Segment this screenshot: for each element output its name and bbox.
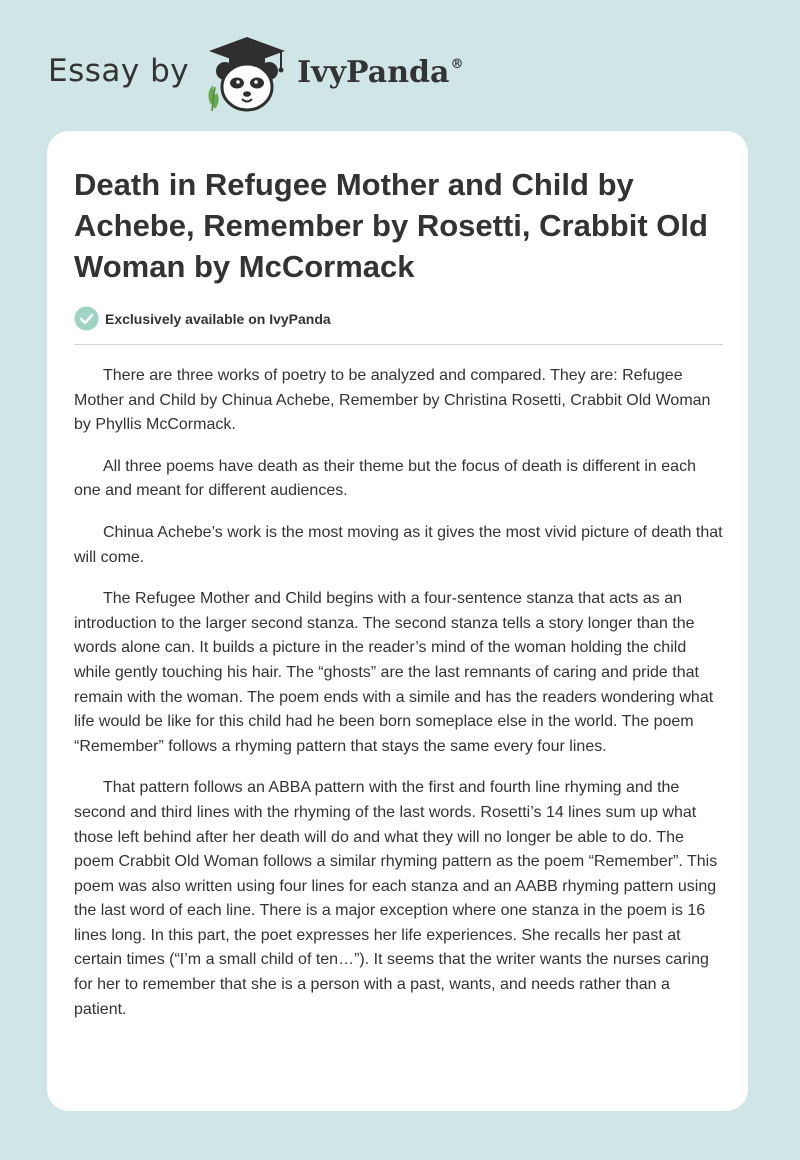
paragraph: All three poems have death as their theme but the focus of death is different in each one and meant for different audiences. bbox=[74, 457, 696, 500]
page-title: Death in Refugee Mother and Child by Achebe, Remember by Rosetti, Crabbit Old Woman by McCormack bbox=[74, 167, 708, 284]
paragraph: Chinua Achebe’s work is the most moving as it gives the most vivid picture of death that will come. bbox=[74, 523, 723, 566]
essay-body bbox=[74, 364, 724, 1039]
exclusive-badge-label: Exclusively available on IvyPanda bbox=[105, 310, 331, 327]
essay-by-label: Essay by bbox=[48, 53, 190, 89]
paragraph: The Refugee Mother and Child begins with a four-sentence stanza that acts as an introduction to the larger second stanza. The second stanza tells a story longer than the words alone can. It builds a picture in the reader’s mind of the woman holding the child while gently touching his hair. The “ghosts” are the last remnants of caring and pride that remain with the woman. The poem ends with a simile and has the readers wondering what life would be like for this child had he been born someplace else in the world. The poem “Remember” follows a rhyming pattern that stays the same every four lines. bbox=[74, 590, 714, 755]
brand-name: IvyPanda® bbox=[297, 54, 464, 90]
exclusive-badge bbox=[74, 306, 331, 331]
checkmark-circle-icon bbox=[74, 306, 99, 331]
divider bbox=[74, 344, 723, 345]
registered-mark: ® bbox=[450, 56, 464, 72]
site-header bbox=[48, 34, 463, 114]
essay-card bbox=[47, 131, 748, 1111]
paragraph: There are three works of poetry to be analyzed and compared. They are: Refugee Mother and Child by Chinua Achebe, Remember by Christina Rosetti, Crabbit Old Woman by Phyllis McCormack. bbox=[74, 367, 711, 434]
paragraph: That pattern follows an ABBA pattern with the first and fourth line rhyming and the second and third lines with the rhyming of the last words. Rosetti’s 14 lines sum up what those left behind after her death will do and what they will no longer be able to do. The poem Crabbit Old Woman follows a similar rhyming pattern as the poem “Remember”. This poem was also written using four lines for each stanza and an AABB rhyming pattern using the last word of each line. There is a major exception where one stanza in the poem is 16 lines long. In this part, the poet expresses her life experiences. She recalls her past at certain times (“I’m a small child of ten…”). It seems that the writer wants the nurses caring for her to remember that she is a person with a past, wants, and needs rather than a patient. bbox=[74, 779, 718, 1018]
panda-graduate-icon bbox=[201, 35, 293, 113]
